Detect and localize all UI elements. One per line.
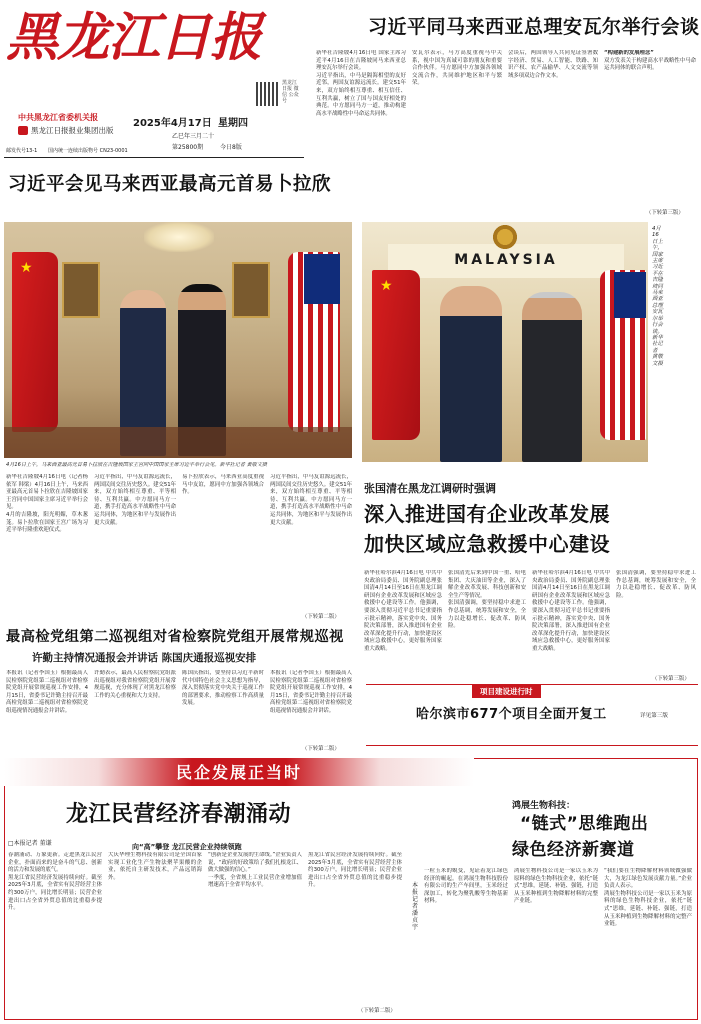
project-box-headline: 哈尔滨市677个项目全面开复工: [416, 707, 607, 722]
feature-col-2: 大庆华理生物科技有限公司是全国首家实现工业化生产生物法聚苹果酸的企业，依托自主研发技术，产品远销海外。: [108, 852, 202, 881]
qr-code-icon: [256, 82, 280, 106]
masthead-divider: [4, 157, 304, 158]
story-four-body: [6, 670, 352, 752]
photo-leaders-meeting-right: [362, 222, 648, 462]
feature-headline: 龙江民营经济春潮涌动: [66, 802, 292, 827]
china-flag: [12, 252, 58, 432]
story-four-subhead: 许勤主持情况通报会并讲话 陈国庆通报巡视安排: [32, 652, 257, 664]
top-story-col-2: 安瓦尔表示，马方高度重视马中关系，视中国为真诚可靠的朋友和重要合作伙伴。马方愿同中方加强各领域交流合作，共同维护地区和平与繁荣。: [412, 50, 502, 87]
story-two-col-3: 易卜拉欣表示，马来西亚高度重视马中友谊，愿同中方加强各领域合作。: [182, 474, 264, 496]
story-three-col-2: 张国清先后来到中国一重、哈电集团、大庆油田等企业，深入了解企业改革发展、科技创新和安全生产等情况。 张国清强调，要坚持稳中求进工作总基调，统筹发展和安全，全力以赴稳增长、促改革、防风险。: [448, 570, 526, 630]
side-story-byline: 本报记者 潘贞宇: [412, 882, 419, 931]
feature-banner: [4, 758, 474, 786]
top-story-body: [316, 50, 698, 218]
malaysia-flag-canton: [304, 254, 340, 304]
floor-carpet: [4, 427, 352, 458]
story-two-col-2: 习近平指出，中马友谊源远流长，两国民间交往历史悠久。建交51年来，双方始终相互尊重、平等相待、互利共赢。中方愿同马方一道，携手打造高水平战略性中马命运共同体，为地区和平与发展作出更大贡献。: [94, 474, 176, 526]
story-three-headline-2: 加快区域应急救援中心建设: [364, 532, 610, 556]
side-story-kicker: 鸿展生物科技：: [512, 801, 576, 811]
painting-right: [232, 262, 270, 318]
feature-byline: □本报记者 董谦: [8, 840, 52, 847]
cn-number: 国内统一连续出版物号 CN23-0001: [48, 148, 128, 154]
story-three-body: [364, 570, 698, 682]
masthead: [0, 0, 305, 162]
feature-col-3: “创新是企业发展的生命线。”企业负责人说，“政府的好政策给了我们扎根龙江、做大做强的信心。” 一季度，全省规上工业民营企业增加值增速高于全省平均水平。: [208, 852, 302, 889]
feature-continued: （下转第二版）: [358, 1008, 396, 1014]
photo-leaders-meeting-left: [4, 222, 352, 458]
side-story-headline-2: 绿色经济新赛道: [512, 840, 635, 860]
top-story-col-1: 新华社吉隆坡4月16日电 国家主席习近平4月16日在吉隆坡同马来西亚总理安瓦尔举行会谈。 习近平指出，中马是隔海相望的友好近邻，两国友谊源远流长。建交51年来，双方始终相互尊重、相互信任、互利共赢，树立了国与国友好相处的典范。中方愿同马方一道，推动构建高水平战略性中马命运共同体。: [316, 50, 406, 117]
feature-banner-text: 民企发展正当时: [175, 763, 302, 782]
story-three-headline-1: 深入推进国有企业改革发展: [364, 502, 610, 526]
story-three-continued: （下转第三版）: [652, 676, 690, 682]
project-box-label: 项目建设进行时: [472, 685, 541, 698]
top-story-continued: （下转第三版）: [646, 210, 684, 216]
leader-left: [440, 286, 502, 462]
side-story-body: [424, 868, 694, 1016]
page-count: 今日8版: [220, 144, 242, 151]
publisher: 黑龙江日报报业集团出版: [31, 126, 114, 135]
top-story-col-4: “构建新的发展理念” 双方发表关于构建高水平战略性中马命运共同体的联合声明。: [604, 50, 696, 72]
malaysia-flag-canton: [614, 272, 646, 318]
story-two-col-4: 习近平指出，中马友谊源远流长，两国民间交往历史悠久。建交51年来，双方始终相互尊重、平等相待、互利共赢。中方愿同马方一道，携手打造高水平战略性中马命运共同体，为地区和平与发展作出更大贡献。: [270, 474, 352, 526]
party-org: 中共黑龙江省委机关报: [18, 113, 98, 122]
side-story-col-3: “我们要在生物降解材料领域做强做大，为龙江绿色发展贡献力量。”企业负责人表示。 鸿展生物科技公司是一家以玉米为原料的绿色生物科技企业，依托“链式”思维，延链、补链、强链，打造从玉米种植到生物降解材料的完整产业链。: [604, 868, 692, 928]
side-story-headline-1: “链式”思维跑出: [520, 814, 649, 834]
story-four-col-1: 本报讯（记者李国玉）根据最高人民检察院党组第二巡视组对省检察院党组开展常规巡视工作安排，4月15日，省委书记许勤主持召开最高检党组第二巡视组对省检察院党组巡视情况通报会并讲话。: [6, 670, 88, 714]
story-four-col-3: 陈国庆指出，要坚持以习近平新时代中国特色社会主义思想为指导，深入贯彻落实党中央关于巡视工作的部署要求，推动检察工作高质量发展。: [182, 670, 264, 707]
malaysia-emblem-icon: [490, 224, 520, 250]
project-box-continued: 详见第三版: [640, 713, 668, 719]
story-four-col-4: 本报讯（记者李国玉）根据最高人民检察院党组第二巡视组对省检察院党组开展常规巡视工作安排，4月15日，省委书记许勤主持召开最高检党组第二巡视组对省检察院党组巡视情况通报会并讲话。: [270, 670, 352, 714]
postal-code: 邮发代号13-1: [6, 148, 38, 154]
story-two-continued: （下转第二版）: [302, 614, 340, 620]
side-qr-label: 黑龙江 日报 微信 公众号: [282, 80, 299, 104]
leader-right: [522, 292, 582, 462]
story-four-continued: （下转第二版）: [302, 746, 340, 752]
top-story-col-3: 会谈后，两国领导人共同见证签署数字经济、贸易、人工智能、铁路、知识产权、农产品输华、人文交流等领域多项双边合作文本。: [508, 50, 598, 79]
story-three-kicker: 张国清在黑龙江调研时强调: [364, 482, 496, 495]
story-four-col-2: 许勤表示，最高人民检察院党组派出巡视组对我省检察院党组开展常规巡视，充分体现了对黑龙江检察工作的关心重视和大力支持。: [94, 670, 176, 699]
story-two-col-1: 新华社吉隆坡4月16日电（记者杨依军 韩梁）4月16日上午，马来西亚最高元首易卜拉欣在吉隆坡国家王宫同中国国家主席习近平举行会见。 4月的吉隆坡，阳光明媚，草木葱茏。易卜拉欣在国家王宫广场为习近平举行隆重欢迎仪式。: [6, 474, 88, 534]
story-three-col-1: 新华社哈尔滨4月16日电 中共中央政治局委员、国务院副总理张国清4月14日至16日在黑龙江调研国有企业改革发展和区域应急救援中心建设等工作。他强调，要深入贯彻习近平总书记重要指示批示精神，落实党中央、国务院决策部署，深入推进国有企业改革深化提升行动，加快建设区域应急救援中心，更好服务国家重大战略。: [364, 570, 442, 652]
story-two-body: [6, 474, 352, 620]
flag-star-icon: ★: [20, 260, 33, 276]
top-story-headline: 习近平同马来西亚总理安瓦尔举行会谈: [368, 16, 700, 38]
lunar-date: 乙巳年三月二十: [172, 133, 215, 140]
story-three-col-3: 新华社哈尔滨4月16日电 中共中央政治局委员、国务院副总理张国清4月14日至16日在黑龙江调研国有企业改革发展和区域应急救援中心建设等工作。他强调，要深入贯彻习近平总书记重要指示批示精神，落实党中央、国务院决策部署，深入推进国有企业改革深化提升行动，加快建设区域应急救援中心，更好服务国家重大战略。: [532, 570, 610, 652]
china-flag: [372, 270, 420, 440]
ceiling-lamp: [144, 222, 214, 252]
masthead-title: 黑龙江日报: [6, 7, 262, 68]
story-two-headline: 习近平会见马来西亚最高元首易卜拉欣: [8, 174, 332, 195]
right-photo-caption: 4月16日上午，国家主席习近平在吉隆坡同马来西亚总理安瓦尔举行会谈。新华社记者 黄敬文摄: [652, 226, 663, 367]
feature-body: [8, 852, 404, 1016]
project-box: [366, 684, 698, 746]
issue-date: 2025年4月17日: [133, 118, 212, 129]
painting-left: [62, 262, 100, 318]
feature-col-1: 春潮涌动、万象更新。走进黑龙江民营企业，扑面而来的是奋斗的气息、创新的活力和发展的底气。 黑龙江省民营经济发展持续向好。截至2025年3月底，全省实有民营经营主体约300万户，同比增长明显；民营企业进出口占全省外贸总值的比重稳步提升。: [8, 852, 102, 912]
side-story-col-2: 鸿展生物科技公司是一家以玉米为原料的绿色生物科技企业，依托“链式”思维，延链、补链、强链，打造从玉米种植到生物降解材料的完整产业链。: [514, 868, 598, 905]
feature-col-4: 黑龙江省民营经济发展持续向好。截至2025年3月底，全省实有民营经营主体约300万户，同比增长明显；民营企业进出口占全省外贸总值的比重稳步提升。: [308, 852, 402, 889]
feature-subhead: 向“高”攀登 龙江民营企业持续领跑: [132, 843, 242, 851]
story-three-col-4: 张国清强调，要坚持稳中求进工作总基调，统筹发展和安全，全力以赴稳增长、促改革、防风险。: [616, 570, 696, 599]
issue-number: 第25800期: [172, 144, 204, 151]
publisher-logo-icon: [18, 126, 28, 135]
flag-star-icon: ★: [380, 278, 393, 294]
issue-weekday: 星期四: [218, 118, 248, 129]
backdrop-banner-text: MALAYSIA: [454, 252, 558, 268]
story-four-headline: 最高检党组第二巡视组对省检察院党组开展常规巡视: [6, 629, 344, 645]
left-photo-caption: 4月16日上午，马来西亚最高元首易卜拉欣在吉隆坡国家王宫同中国国家主席习近平举行会见。新华社记者 黄敬文摄: [6, 462, 267, 468]
side-story-col-1: 一粒玉米的蜕变，见证着龙江绿色经济的崛起。在鸿展生物科技股份有限公司的生产车间里，玉米经过深加工，转化为聚乳酸等生物基新材料。: [424, 868, 508, 905]
